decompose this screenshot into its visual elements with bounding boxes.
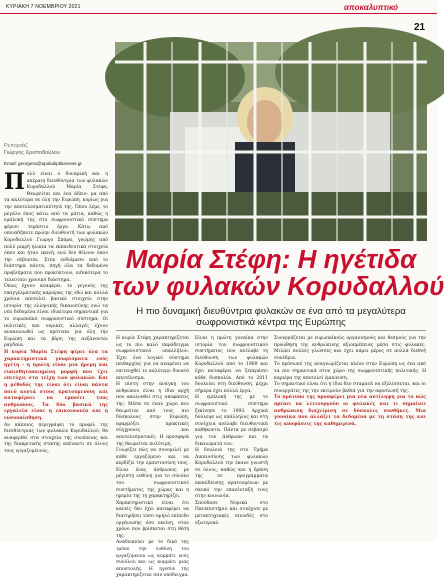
article-column-1 xyxy=(4,169,108,536)
column-3-paragraph: Η εμπλοκή της με το σωφρονιστικό σύστημα ξεκίνησε το 1993. Αρχικά δούλεψε ως υπάλληλος και στη συνέχεια ανέλαβε διευθυντικά καθήκοντα. Πάντα με σεβασμό για τον άνθρωπο και τα δικαιώματά του. xyxy=(195,395,268,447)
photo-through-fence xyxy=(115,42,427,241)
page-number: 21 xyxy=(414,22,426,33)
column-1-paragraph: ολύ είναι ο δυναμική και η ακέραιη διευθύντρια των φυλακών Κορυδαλλού Μαρία Στέφη. Θεωρείται και ένα άδειο- μα από τα καλύτερα σε όλη την Ευρώπη, κυρίως για την αποτελεσματικότητά της. Όπου λέμε, το μεγάλο έπος κάτω από τα μάτια, καθώς η εμπλοκή της στο σωφρονιστικό σύστημα φέρνει τεράστιο έργο. Κάτω από οποιαδήποτε πρώην διευθυντή των φυλακών Κορυδαλλού Γιώργο Σπάρα, γνώμης από πολύ μικρή ηλικία τα εκπαιδευτικά στοιχεία όπου και ήταν ικανή, ενώ δεν θέλουν όπου την σέβονται. Στην ενδιάμεσο από το διάστημα πάντα, πηγή όλα τα δεδομένα προβλήματα που προκύπτουν, ειδικότερα το τελευταίο χρονικό διάστημα. xyxy=(4,172,108,283)
column-1-paragraph: Όπως έχουν αναφέρει, το γεγονός της επαγγελματικής καριέρας της εδώ και πολλά χρόνια αποτελεί βασικό στοιχείο στην ιστορία της ελληνικής δικαιοσύνης ενώ τα νέα δεδομένα είναι ιδιαίτερα σημαντικά για το ευρωπαϊκό σωφρονιστικό σύστημα. Οι πολιτικές και νομικές αλλαγές έχουν ανακοινωθεί ως πρότυπα για όλη την Ευρώπη και τα βάρη της αυξάνονται ραγδαία. xyxy=(4,284,108,349)
article-column-2 xyxy=(116,336,189,579)
article-column-3 xyxy=(195,336,268,536)
column-2-paragraph: Η πίστη στην ανάγκη του ανθρώπου είναι η ίδια αρχή που ακολουθεί στις αποφάσεις της. Μέσα σε έναν χώρο που θεωρείται από τους πιο δύσκολους στην Ευρώπη, εφαρμόζει πρακτικές σύγχρονες και αποτελεσματικές. Η προσφορά της θεωρείται πολύτιμη. xyxy=(116,382,189,447)
headline-line-2: των φυλακών Κορυδαλλού xyxy=(112,271,444,301)
column-2-paragraph: Αναδεικνύει με το δικό της τρόπο την ευθύνη του εργαζόμενου ως κομμάτι ενός συνόλου και ως κομμάτι μιας αποστολής. Η ηγεσία της χαρακτηρίζεται σαν υπόδειγμα. xyxy=(116,540,189,579)
column-4-paragraph: Συνεργάζεται με ευρωπαϊκούς οργανισμούς και θεσμούς για την προώθηση της ανθρώπινης αξιοπρέπειας μέσα στις φυλακές. Μιλάει πολλές γλώσσες και έχει πάρει μέρος σε πολλά διεθνή συνέδρια. xyxy=(274,336,426,361)
headline-line-1: Μαρία Στέφη: Η ηγέτιδα xyxy=(125,244,417,274)
column-3-paragraph: Είναι η πρώτη γυναίκα στην ιστορία του σωφρονιστικού συστήματος που ανέλαβε τη διεύθυνση των φυλακών Κορυδαλλού από το 1969 και έχει καταφέρει να ξεπεράσει κάθε δυσκολία. Από το 2011 δουλεύει στη διεύθυνση, μέχρι σήμερα έχει πολλά έργα. xyxy=(195,336,268,394)
newspaper-brand: αποκαλυπτικό xyxy=(344,3,399,12)
column-3-paragraph: Σπούδασε Νομικά στο Πανεπιστήμιο και συνέχισε με μεταπτυχιακές σπουδές στο εξωτερικό. xyxy=(195,500,268,526)
column-1-paragraph: Αν κάποιος περιγράψει το προφίλ της διευθύντριας των φυλακών Κορυδαλλού, θα αναφερθεί στα στοιχεία της συνέπειας και της διακριτικής στάσης απέναντι σε όλους τους εργαζομένους. xyxy=(4,422,108,454)
column-4-paragraph: Το πρότυπο της προσφέρει μια νέα αντίληψη για το πώς πρέπει να λειτουργούν οι φυλακές και τι σημαίνει ανθρώπινη διαχείριση σε δύσκολες συνθήκες. Μια γυναίκα που αλλάζει τα δεδομένα με τη στάση της και τις αποφάσεις της καθημερινά. xyxy=(274,395,426,427)
issue-date: ΚΥΡΙΑΚΗ 7 ΝΟΕΜΒΡΙΟΥ 2021 xyxy=(6,4,81,10)
column-3-paragraph: Η δουλειά της στο Τμήμα Δικαιοσύνης των φυλακών Κορυδαλλού την έκανε γνωστή σε όλους, καθώς και η δράση της σε προγράμματα εκπαίδευσης κρατουμένων με σκοπό την επανένταξή τους στην κοινωνία. xyxy=(195,448,268,500)
byline-email: Email: georgesx@apokaliptikanews.gr xyxy=(4,161,82,166)
drop-cap: Π xyxy=(4,169,25,195)
column-2-paragraph: Γνωρίζει πώς να συνομιλεί με κάθε εργαζόμενο και να κερδίζει την εμπιστοσύνη τους. Είναι ένας άνθρωπος με μέγιστη ευθύνη για το σύνολο του σωφρονιστικού συστήματος της χώρας και η ηρεμία της τη χαρακτηρίζει. xyxy=(116,448,189,500)
byline xyxy=(4,143,108,167)
article-subheadline: Η πιο δυναμική διευθύντρια φυλακών σε ένα από τα μεγαλύτερα σωφρονιστικά κέντρα της Ευρώπης xyxy=(136,306,406,328)
column-2-paragraph: Χαρακτηριστικό είναι ότι κανείς δεν έχει καταφέρει να διατηρήσει τόσο υψηλό επίπεδο οργάνωσης όσο εκείνη, στον χρόνο που βρίσκεται στη θέση της. xyxy=(116,500,189,539)
byline-author: Γιώργος Χριστοδούλου xyxy=(4,150,60,156)
column-2-paragraph: Η κυρία Στέφη χαρακτηρίζεται ως το πιο καλό παράδειγμα σωφρονιστικού υπαλλήλου. Έχει ένα λογικό σύστημα πειθαρχίας για να αναμένει να επιτευχθεί το καλύτερο δυνατό αποτέλεσμα. xyxy=(116,336,189,381)
column-1-paragraph: Η κυρία Μαρία Στέφη φέρει όλα τα χαρακτηριστικά γνωρίσματα ενός ηγέτη - η πρώτη είναι μια ήρεμη και ευαισθητοποιημένη μορφή που έχει επιτύχει στα τείχη των φυλακών. Και η μέθοδός της είναι ότι είναι πάντα πολύ κοντά στους κρατούμενους και καταφέρνει να εμπνέει τους ανθρώπους. Τα δύο βασικά της εργαλεία είναι η επικοινωνία και η ενσυναίσθηση. xyxy=(4,350,108,421)
header-rule xyxy=(0,13,437,14)
byline-role: Ρεπορτάζ xyxy=(4,143,28,149)
page-header xyxy=(0,0,437,18)
article-column-4 xyxy=(274,336,426,536)
column-4-paragraph: Το σημαντικό είναι ότι η ίδια δεν σταματά να εξελίσσεται, και οι συνεργάτες της την εκτιμούν βαθιά για την αφοσίωσή της. xyxy=(274,382,426,394)
subhead-divider xyxy=(116,330,426,331)
article-headline xyxy=(112,244,444,301)
column-4-paragraph: Το πρόσωπό της αναγνωρίζεται πλέον στην Ευρώπη ως ένα από τα πιο σημαντικά στον χώρο της σωφρονιστικής πολιτικής. Η καριέρα της αποτελεί έμπνευση. xyxy=(274,362,426,381)
article-photo xyxy=(115,42,427,241)
